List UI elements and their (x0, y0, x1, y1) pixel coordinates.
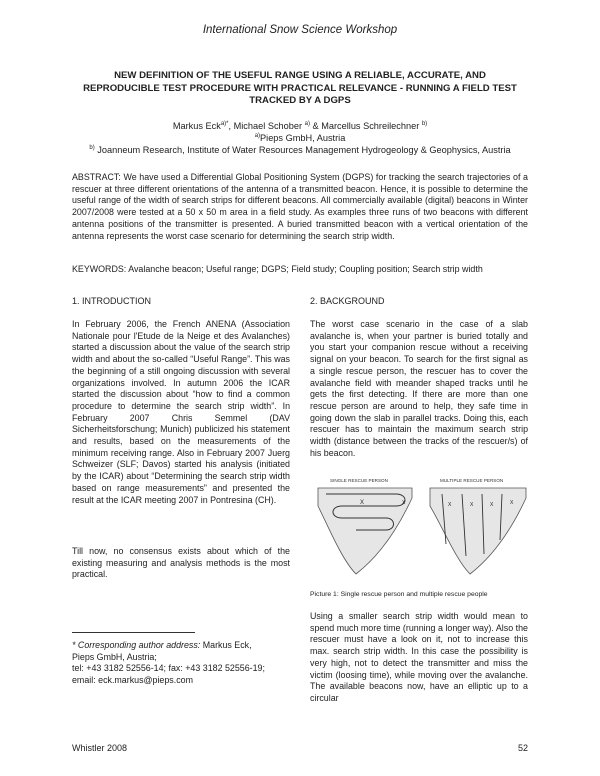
footnote-rule (72, 632, 195, 633)
author-sup: b) (421, 120, 428, 127)
author-sup: a)* (220, 120, 229, 127)
introduction-paragraph: In February 2006, the French ANENA (Association Nationale pour l'Etude de la Neige et des Avalanches) started a discussion about the value of the search strip width and about the so-called “Useful Range”. This was the beginning of a still ongoing discussion with several organizations involved. In autumn 2006 the ICAR started the discussion about “how to find a common procedure to determine the search strip width”. In February 2007 Chris Semmel (DAV Sicherheitsforschung; Munich) publicized his statement and results, based on the measurements of the minimum receiving range. Also in February 2007 Juerg Schweizer (SLF; Davos) started his analysis (initiated by the ICAR) about “Determining the search strip width based on range measurements” and presented the result at the ICAR meeting 2007 in Pontresina (CH). (72, 319, 290, 505)
transmitter-mark: X (402, 500, 406, 506)
footnote (72, 640, 292, 687)
search-pattern-figure (316, 474, 528, 586)
background-paragraph: Using a smaller search strip width would mean to spend much more time (running a longer way). Also the rescuer must have a look on it, not to increase this max. search strip width. In this case the possibility is very high, not to detect the transmitter and miss the victim (loosing time), while moving over the avalanche. The available beacons now, have an elliptic up to a circular (310, 611, 528, 703)
author-amp: & (312, 121, 319, 131)
affiliation-b (40, 144, 560, 156)
footnote-line: tel: +43 3182 52556-14; fax: +43 3182 52556-19; (72, 663, 265, 674)
author-block (40, 120, 560, 157)
transmitter-mark: X (490, 502, 494, 508)
affiliation-a (40, 132, 560, 144)
transmitter-mark: X (510, 500, 514, 506)
author-names: Markus Eck$^{a)*}$, Michael Schober $^{a)}$ & Marcellus Schreilechner $^{b)}$ (172, 120, 428, 131)
multiple-rescue-panel (430, 478, 526, 574)
paper-title (60, 70, 540, 108)
footnote-line (72, 640, 292, 652)
avalanche-slope-single (318, 488, 412, 574)
author-name: Markus Eck (172, 121, 221, 131)
section-heading-background: 2. BACKGROUND (310, 296, 385, 306)
title-line: REPRODUCIBLE TEST PROCEDURE WITH PRACTICAL RELEVANCE - RUNNING A FIELD TEST (83, 82, 517, 94)
title-line: NEW DEFINITION OF THE USEFUL RANGE USING A RELIABLE, ACCURATE, AND (114, 70, 486, 81)
introduction-paragraph: Till now, no consensus exists about which of the existing measuring and analysis methods is the most practical. (72, 546, 290, 580)
background-paragraph: The worst case scenario in the case of a slab avalanche is, when your partner is buried totally and you start your companion rescue without a receiving signal on your beacon. To search for the first signal as a single rescue person, the rescuer has to cover the avalanche field with meander shaped tracks until he gets the first detecting. If there are more than one rescue person are around to help, they safe time in going down the slab in parallel tracks. Doing this, each rescuer has to maintain the maximum search strip width (distance between the tracks of the rescuer/s) of his beacon. (310, 319, 528, 458)
footnote-line: email: eck.markus@pieps.com (72, 675, 193, 686)
author-sup: a) (304, 120, 310, 127)
transmitter-mark: X (360, 500, 365, 506)
title-line: TRACKED BY A DGPS (249, 95, 351, 106)
affiliation-sup: b) (89, 145, 95, 152)
affiliation-text: Joanneum Research, Institute of Water Resources Management Hydrogeology & Geophysics, Austria (97, 145, 511, 156)
footnote-line: Pieps GmbH, Austria; (72, 651, 157, 662)
author-name: Michael Schober (233, 121, 303, 131)
keywords: KEYWORDS: Avalanche beacon; Useful range; DGPS; Field study; Coupling position; Search strip width (72, 264, 483, 274)
transmitter-mark: X (470, 502, 474, 508)
section-heading-introduction: 1. INTRODUCTION (72, 296, 152, 306)
transmitter-mark: X (448, 502, 452, 508)
figure-label-multiple: MULTIPLE RESCUE PERSON (440, 478, 504, 483)
abstract: ABSTRACT: We have used a Differential Global Positioning System (DGPS) for tracking the search trajectories of a rescuer at three different orientations of the antenna of a transmitted beacon. Hence, it is possible to determine the useful range of the width of search strips for different beacons. All commercially available (digital) beacons in Winter 2007/2008 were tested at a 50 x 50 m area in a field study. As examples three runs of two beacons with different antenna positions of the transmitter is presented. A buried transmitted beacon with a vertical orientation of the antenna represents the worst case scenario for determining the search strip width. (72, 172, 528, 241)
running-header: International Snow Science Workshop (202, 24, 398, 36)
footer-venue: Whistler 2008 (72, 743, 128, 753)
footnote-text: Markus Eck, (200, 640, 252, 650)
page-number: 52 (517, 743, 528, 753)
affiliation-text: Pieps GmbH, Austria (260, 133, 346, 144)
figure-label-single: SINGLE RESCUE PERSON (330, 478, 388, 483)
author-name: Marcellus Schreilechner (321, 121, 420, 131)
figure-caption: Picture 1: Single rescue person and multiple rescue people (310, 591, 488, 598)
footnote-label: * Corresponding author address: (72, 640, 201, 650)
affiliation-sup: a) (254, 133, 261, 140)
single-rescue-panel (318, 478, 412, 574)
